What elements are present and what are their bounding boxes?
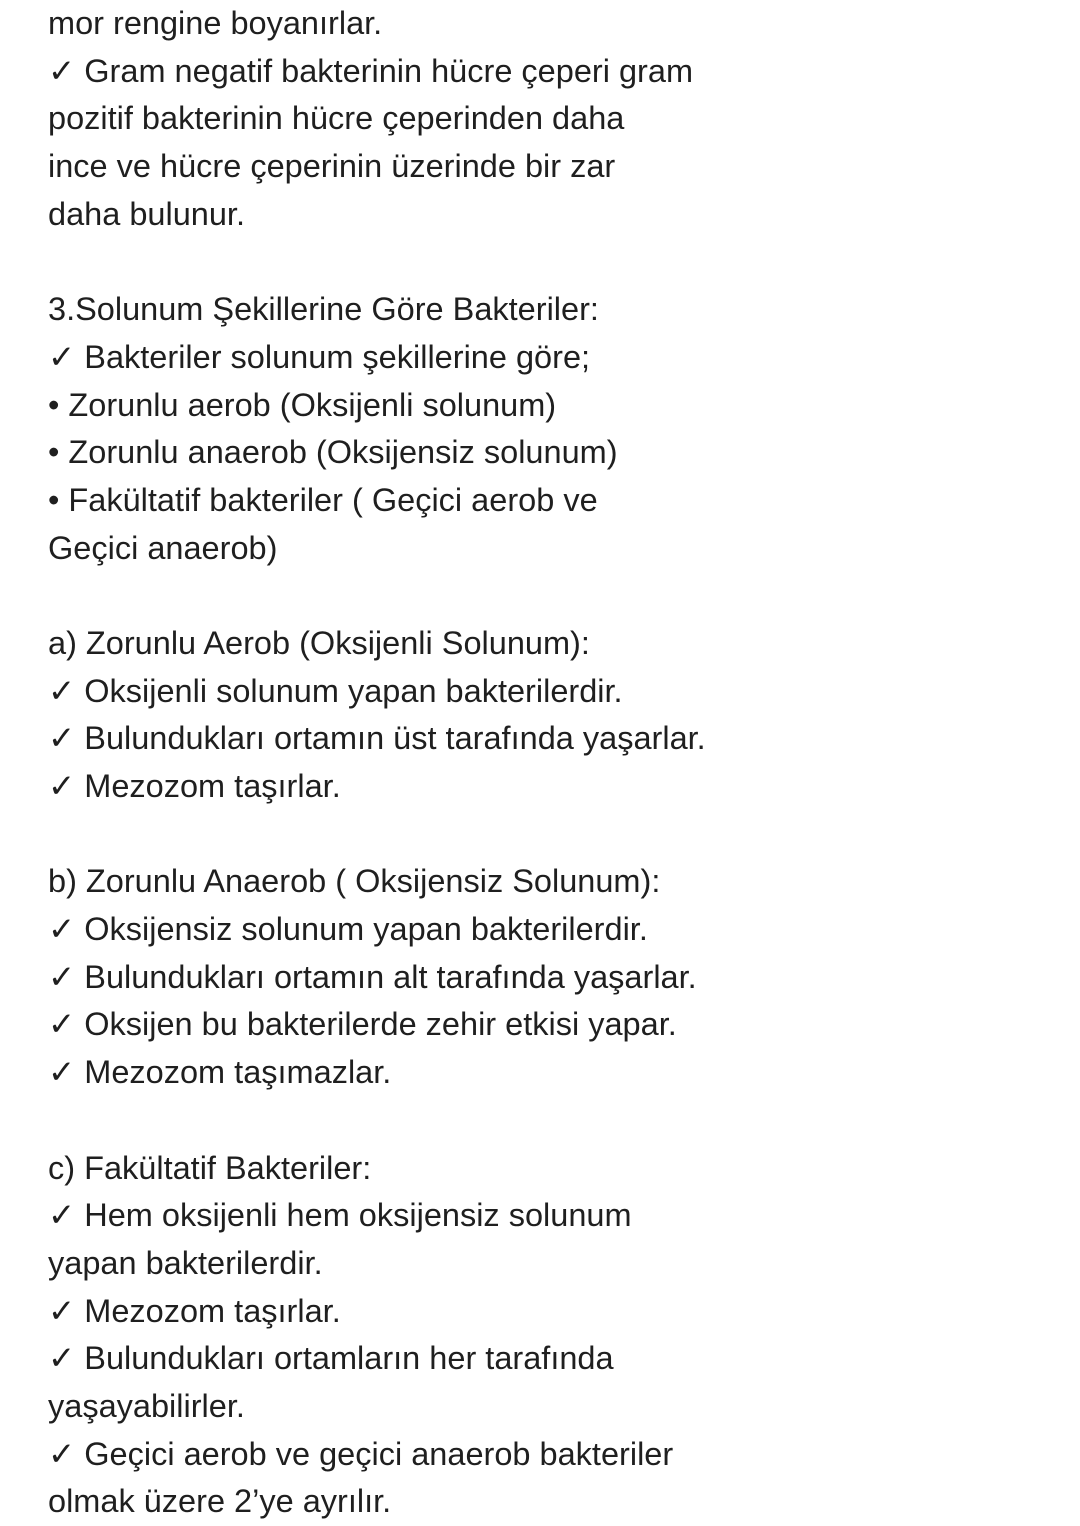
blank-line [48, 811, 1048, 859]
text-line: daha bulunur. [48, 195, 245, 232]
text-line: ✓ Bulundukları ortamların her tarafında [48, 1340, 614, 1377]
text-line: yapan bakterilerdir. [48, 1244, 323, 1281]
text-line: • Zorunlu anaerob (Oksijensiz solunum) [48, 434, 618, 471]
text-line: yaşayabilirler. [48, 1387, 245, 1424]
text-line: • Fakültatif bakteriler ( Geçici aerob ve [48, 481, 598, 518]
text-line: c) Fakültatif Bakteriler: [48, 1149, 372, 1186]
text-line: ✓ Mezozom taşırlar. [48, 768, 341, 804]
text-line: ✓ Oksijenli solunum yapan bakterilerdir. [48, 672, 623, 709]
blank-line [48, 238, 1048, 286]
document-text [48, 0, 1048, 1526]
text-line: ✓ Bulundukları ortamın üst tarafında yaşarlar. [48, 720, 706, 757]
text-line: ✓ Hem oksijenli hem oksijensiz solunum [48, 1197, 632, 1234]
text-line: ince ve hücre çeperinin üzerinde bir zar [48, 148, 616, 185]
text-line: ✓ Oksijensiz solunum yapan bakterilerdir. [48, 911, 648, 948]
text-line: ✓ Gram negatif bakterinin hücre çeperi gram [48, 52, 694, 89]
text-line: mor rengine boyanırlar. [48, 5, 383, 41]
text-line: ✓ Geçici aerob ve geçici anaerob bakteriler [48, 1435, 674, 1472]
text-line: ✓ Bakteriler solunum şekillerine göre; [48, 338, 591, 375]
text-line: • Zorunlu aerob (Oksijenli solunum) [48, 386, 557, 423]
text-line: olmak üzere 2’ye ayrılır. [48, 1483, 392, 1520]
text-line: Geçici anaerob) [48, 529, 278, 566]
blank-line [48, 1097, 1048, 1145]
text-line: a) Zorunlu Aerob (Oksijenli Solunum): [48, 624, 590, 661]
text-line: ✓ Mezozom taşımazlar. [48, 1054, 392, 1091]
text-line: 3.Solunum Şekillerine Göre Bakteriler: [48, 291, 599, 328]
text-line: ✓ Mezozom taşırlar. [48, 1292, 341, 1329]
text-line: ✓ Oksijen bu bakterilerde zehir etkisi yapar. [48, 1006, 677, 1043]
text-line: b) Zorunlu Anaerob ( Oksijensiz Solunum): [48, 863, 661, 900]
text-line: pozitif bakterinin hücre çeperinden daha [48, 100, 625, 137]
text-line: ✓ Bulundukları ortamın alt tarafında yaşarlar. [48, 958, 697, 995]
blank-line [48, 572, 1048, 620]
